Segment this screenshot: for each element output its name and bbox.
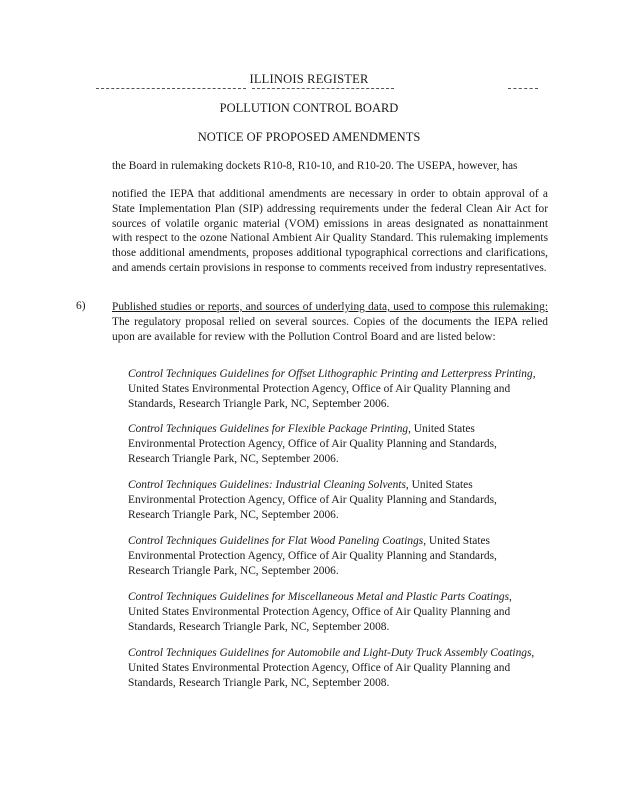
continuation-line: the Board in rulemaking dockets R10-8, R10-10, and R10-20. The USEPA, however, has [112,160,518,172]
citation-title: Control Techniques Guidelines for Flat Wood Paneling Coatings [128,535,424,547]
citation-rest: , United States Environmental Protection Agency, Office of Air Quality Planning and Standards, Research Triangle Park, NC, September 2008. [128,591,512,633]
citation-1 [128,367,536,411]
citation-title: Control Techniques Guidelines for Flexible Package Printing [128,423,409,435]
citation-4 [128,534,536,578]
header-rule-right [508,88,538,89]
section-heading: Published studies or reports, and sources of underlying data, used to compose this rulemaking: [112,301,548,313]
citation-rest: , United States Environmental Protection Agency, Office of Air Quality Planning and Standards, Research Triangle Park, NC, September 2006. [128,423,497,465]
paragraph-1-text: notified the IEPA that additional amendments are necessary in order to obtain approval of a State Implementation Plan (SIP) addressing requirements under the federal Clean Air Act for sources of volatile organic material (VOM) emissions in areas designated as nonattainment with respect to the ozone National Ambient Air Quality Standard. This rulemaking implements those additional amendments, proposes additional typographical corrections and clarifications, and amends certain provisions in response to comments received from industry representatives. [112,188,548,274]
citation-rest: , United States Environmental Protection Agency, Office of Air Quality Planning and Standards, Research Triangle Park, NC, September 2006. [128,479,497,521]
section-number: 6) [76,300,86,312]
citation-3 [128,478,536,522]
header-rule-left [96,88,246,89]
paragraph-1 [112,187,548,276]
notice-title: NOTICE OF PROPOSED AMENDMENTS [197,130,421,144]
section-6 [112,300,548,344]
citation-rest: , United States Environmental Protection Agency, Office of Air Quality Planning and Standards, Research Triangle Park, NC, September 2006. [128,535,497,577]
board-name: POLLUTION CONTROL BOARD [219,101,399,115]
citation-5 [128,590,536,634]
citation-rest: , United States Environmental Protection Agency, Office of Air Quality Planning and Standards, Research Triangle Park, NC, September 2006. [128,368,536,410]
header-rule-underline [252,88,394,89]
citation-2 [128,422,536,466]
citation-title: Control Techniques Guidelines for Automobile and Light-Duty Truck Assembly Coatings [128,647,532,659]
register-title: ILLINOIS REGISTER [249,72,369,86]
citation-title: Control Techniques Guidelines for Offset Lithographic Printing and Letterpress Printing [128,368,533,380]
citation-title: Control Techniques Guidelines for Miscellaneous Metal and Plastic Parts Coatings [128,591,510,603]
citation-6 [128,646,536,690]
citation-title: Control Techniques Guidelines: Industrial Cleaning Solvents [128,479,406,491]
section-text: The regulatory proposal relied on several sources. Copies of the documents the IEPA relied upon are available for review with the Pollution Control Board and are listed below: [112,315,548,343]
citation-rest: , United States Environmental Protection Agency, Office of Air Quality Planning and Standards, Research Triangle Park, NC, September 2008. [128,647,535,689]
